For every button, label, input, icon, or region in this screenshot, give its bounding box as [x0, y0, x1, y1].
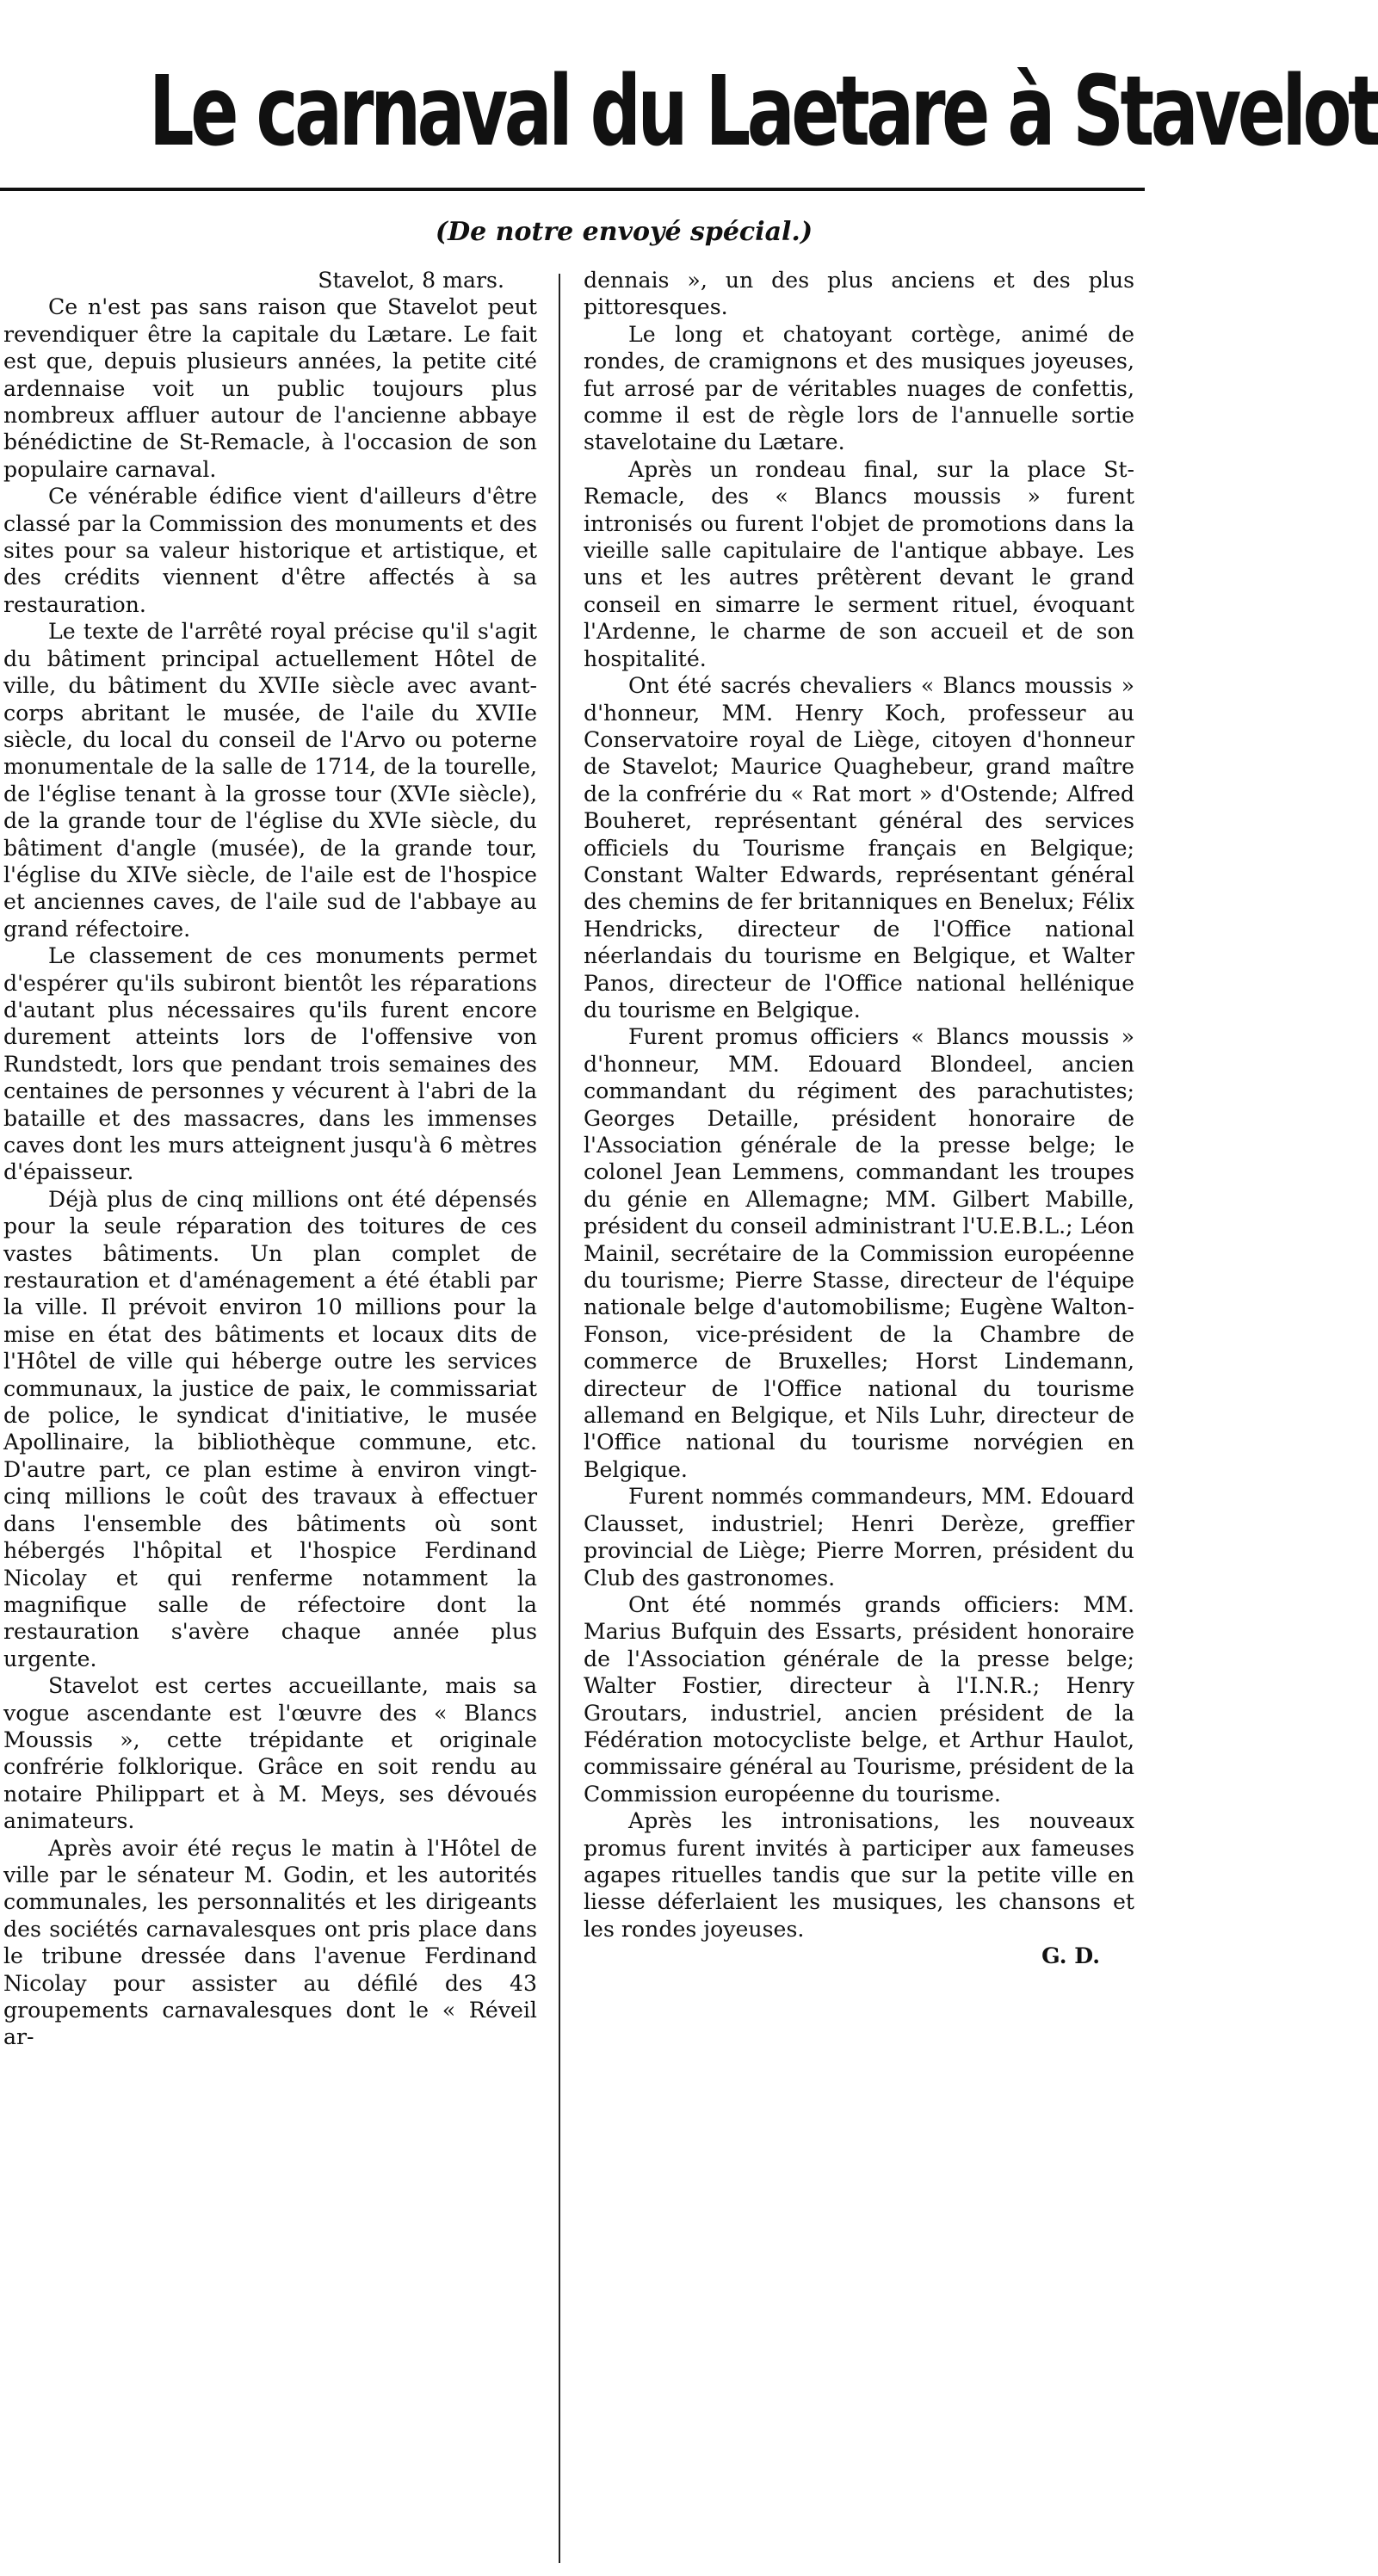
headline-rule	[0, 188, 1145, 191]
paragraph-left-6: Stavelot est certes accueillante, mais sa vogue ascendante est l'œuvre des « Blancs Moussis », cette trépidante et originale confrérie folklorique. Grâce en soit rendu au notaire Philippart et à M. Meys, ses dévoués animateurs.	[3, 1673, 537, 1834]
paragraph-right-4: Ont été sacrés chevaliers « Blancs moussis » d'honneur, MM. Henry Koch, professeur au Conservatoire royal de Liège, citoyen d'honneur de Stavelot; Maurice Quaghebeur, grand maître de la confrérie du « Rat mort » d'Ostende; Alfred Bouheret, représentant général des services officiels du Tourisme français en Belgique; Constant Walter Edwards, représentant général des chemins de fer britanniques en Benelux; Félix Hendricks, directeur de l'Office national néerlandais du tourisme en Belgique, et Walter Panos, directeur de l'Office national hellénique du tourisme en Belgique.	[584, 673, 1134, 1022]
paragraph-left-4: Le classement de ces monuments permet d'espérer qu'ils subiront bientôt les réparations d'autant plus nécessaires qu'ils furent encore durement atteints lors de l'offensive von Rundstedt, lors que pendant trois semaines des centaines de personnes y vécurent à l'abri de la bataille et des massacres, dans les immenses caves dont les murs atteignent jusqu'à 6 mètres d'épaisseur.	[3, 943, 537, 1185]
paragraph-left-1: Ce n'est pas sans raison que Stavelot peut revendiquer être la capitale du Lætare. Le fait est que, depuis plusieurs années, la petite cité ardennaise voit un public toujours plus nombreux affluer autour de l'ancienne abbaye bénédictine de St-Remacle, à l'occasion de son populaire carnaval.	[3, 294, 537, 482]
paragraph-left-2: Ce vénérable édifice vient d'ailleurs d'être classé par la Commission des monuments et des sites pour sa valeur historique et artistique, et des crédits viennent d'être affectés à sa restauration.	[3, 484, 537, 617]
headline: Le carnaval du Laetare à Stavelot	[148, 56, 1378, 168]
paragraph-right-1: dennais », un des plus anciens et des plus pittoresques.	[584, 268, 1134, 320]
paragraph-right-2: Le long et chatoyant cortège, animé de rondes, de cramignons et des musiques joyeuses, fut arrosé par de véritables nuages de confettis, comme il est de règle lors de l'annuelle sortie stavelotaine du Lætare.	[584, 321, 1134, 455]
paragraph-right-3: Après un rondeau final, sur la place St-Remacle, des « Blancs moussis » furent intronisés ou furent l'objet de promotions dans la vieille salle capitulaire de l'antique abbaye. Les uns et les autres prêtèrent devant le grand conseil en simarre le serment rituel, évoquant l'Ardenne, le charme de son accueil et de son hospitalité.	[584, 456, 1134, 671]
paragraph-right-6: Furent nommés commandeurs, MM. Edouard Clausset, industriel; Henri Derèze, greffier provincial de Liège; Pierre Morren, président du Club des gastronomes.	[584, 1484, 1134, 1591]
subtitle: (De notre envoyé spécial.)	[435, 217, 813, 247]
signature: G. D.	[1041, 1943, 1100, 1969]
paragraph-right-8: Après les intronisations, les nouveaux promus furent invités à participer aux fameuses agapes rituelles tandis que sur la petite ville en liesse déferlaient les musiques, les chansons et les rondes joyeuses.	[584, 1808, 1134, 1942]
paragraph-right-5: Furent promus officiers « Blancs moussis » d'honneur, MM. Edouard Blondeel, ancien commandant du régiment des parachutistes; Georges Detaille, président honoraire de l'Association générale de la presse belge; le colonel Jean Lemmens, commandant les troupes du génie en Allemagne; MM. Gilbert Mabille, président du conseil administrant l'U.E.B.L.; Léon Mainil, secrétaire de la Commission européenne du tourisme; Pierre Stasse, directeur de l'équipe nationale belge d'automobilisme; Eugène Walton-Fonson, vice-président de la Chambre de commerce de Bruxelles; Horst Lindemann, directeur de l'Office national du tourisme allemand en Belgique, et Nils Luhr, directeur de l'Office national du tourisme norvégien en Belgique.	[584, 1024, 1134, 1482]
column-divider	[559, 274, 560, 2563]
right-column	[584, 267, 1134, 1970]
dateline: Stavelot, 8 mars.	[318, 268, 504, 293]
left-column	[3, 267, 537, 2051]
paragraph-left-5: Déjà plus de cinq millions ont été dépensés pour la seule réparation des toitures de ces vastes bâtiments. Un plan complet de restauration et d'aménagement a été établi par la ville. Il prévoit environ 10 millions pour la mise en état des bâtiments et locaux dits de l'Hôtel de ville qui héberge outre les services communaux, la justice de paix, le commissariat de police, le syndicat d'initiative, le musée Apollinaire, la bibliothèque commune, etc. D'autre part, ce plan estime à environ vingt-cinq millions le coût des travaux à effectuer dans l'ensemble des bâtiments où sont hébergés l'hôpital et l'hospice Ferdinand Nicolay et qui renferme notamment la magnifique salle de réfectoire dont la restauration s'avère chaque année plus urgente.	[3, 1186, 537, 1671]
paragraph-left-3: Le texte de l'arrêté royal précise qu'il s'agit du bâtiment principal actuellement Hôtel de ville, du bâtiment du XVIIe siècle avec avant-corps abritant le musée, de l'aile du XVIIe siècle, du local du conseil de l'Arvo ou poterne monumentale de la salle de 1714, de la tourelle, de l'église tenant à la grosse tour (XVIe siècle), de la grande tour de l'église du XVIe siècle, du bâtiment d'angle (musée), de la grande tour, l'église du XIVe siècle, de l'aile est de l'hospice et anciennes caves, de l'aile sud de l'abbaye au grand réfectoire.	[3, 619, 537, 942]
paragraph-right-7: Ont été nommés grands officiers: MM. Marius Bufquin des Essarts, président honoraire de l'Association générale de la presse belge; Walter Fostier, directeur à l'I.N.R.; Henry Groutars, industriel, ancien président de la Fédération motocycliste belge, et Arthur Haulot, commissaire général au Tourisme, président de la Commission européenne du tourisme.	[584, 1591, 1134, 1807]
paragraph-left-7: Après avoir été reçus le matin à l'Hôtel de ville par le sénateur M. Godin, et les autorités communales, les personnalités et les dirigeants des sociétés carnavalesques ont pris place dans le tribune dressée dans l'avenue Ferdinand Nicolay pour assister au défilé des 43 groupements carnavalesques dont le « Réveil ar-	[3, 1835, 537, 2050]
